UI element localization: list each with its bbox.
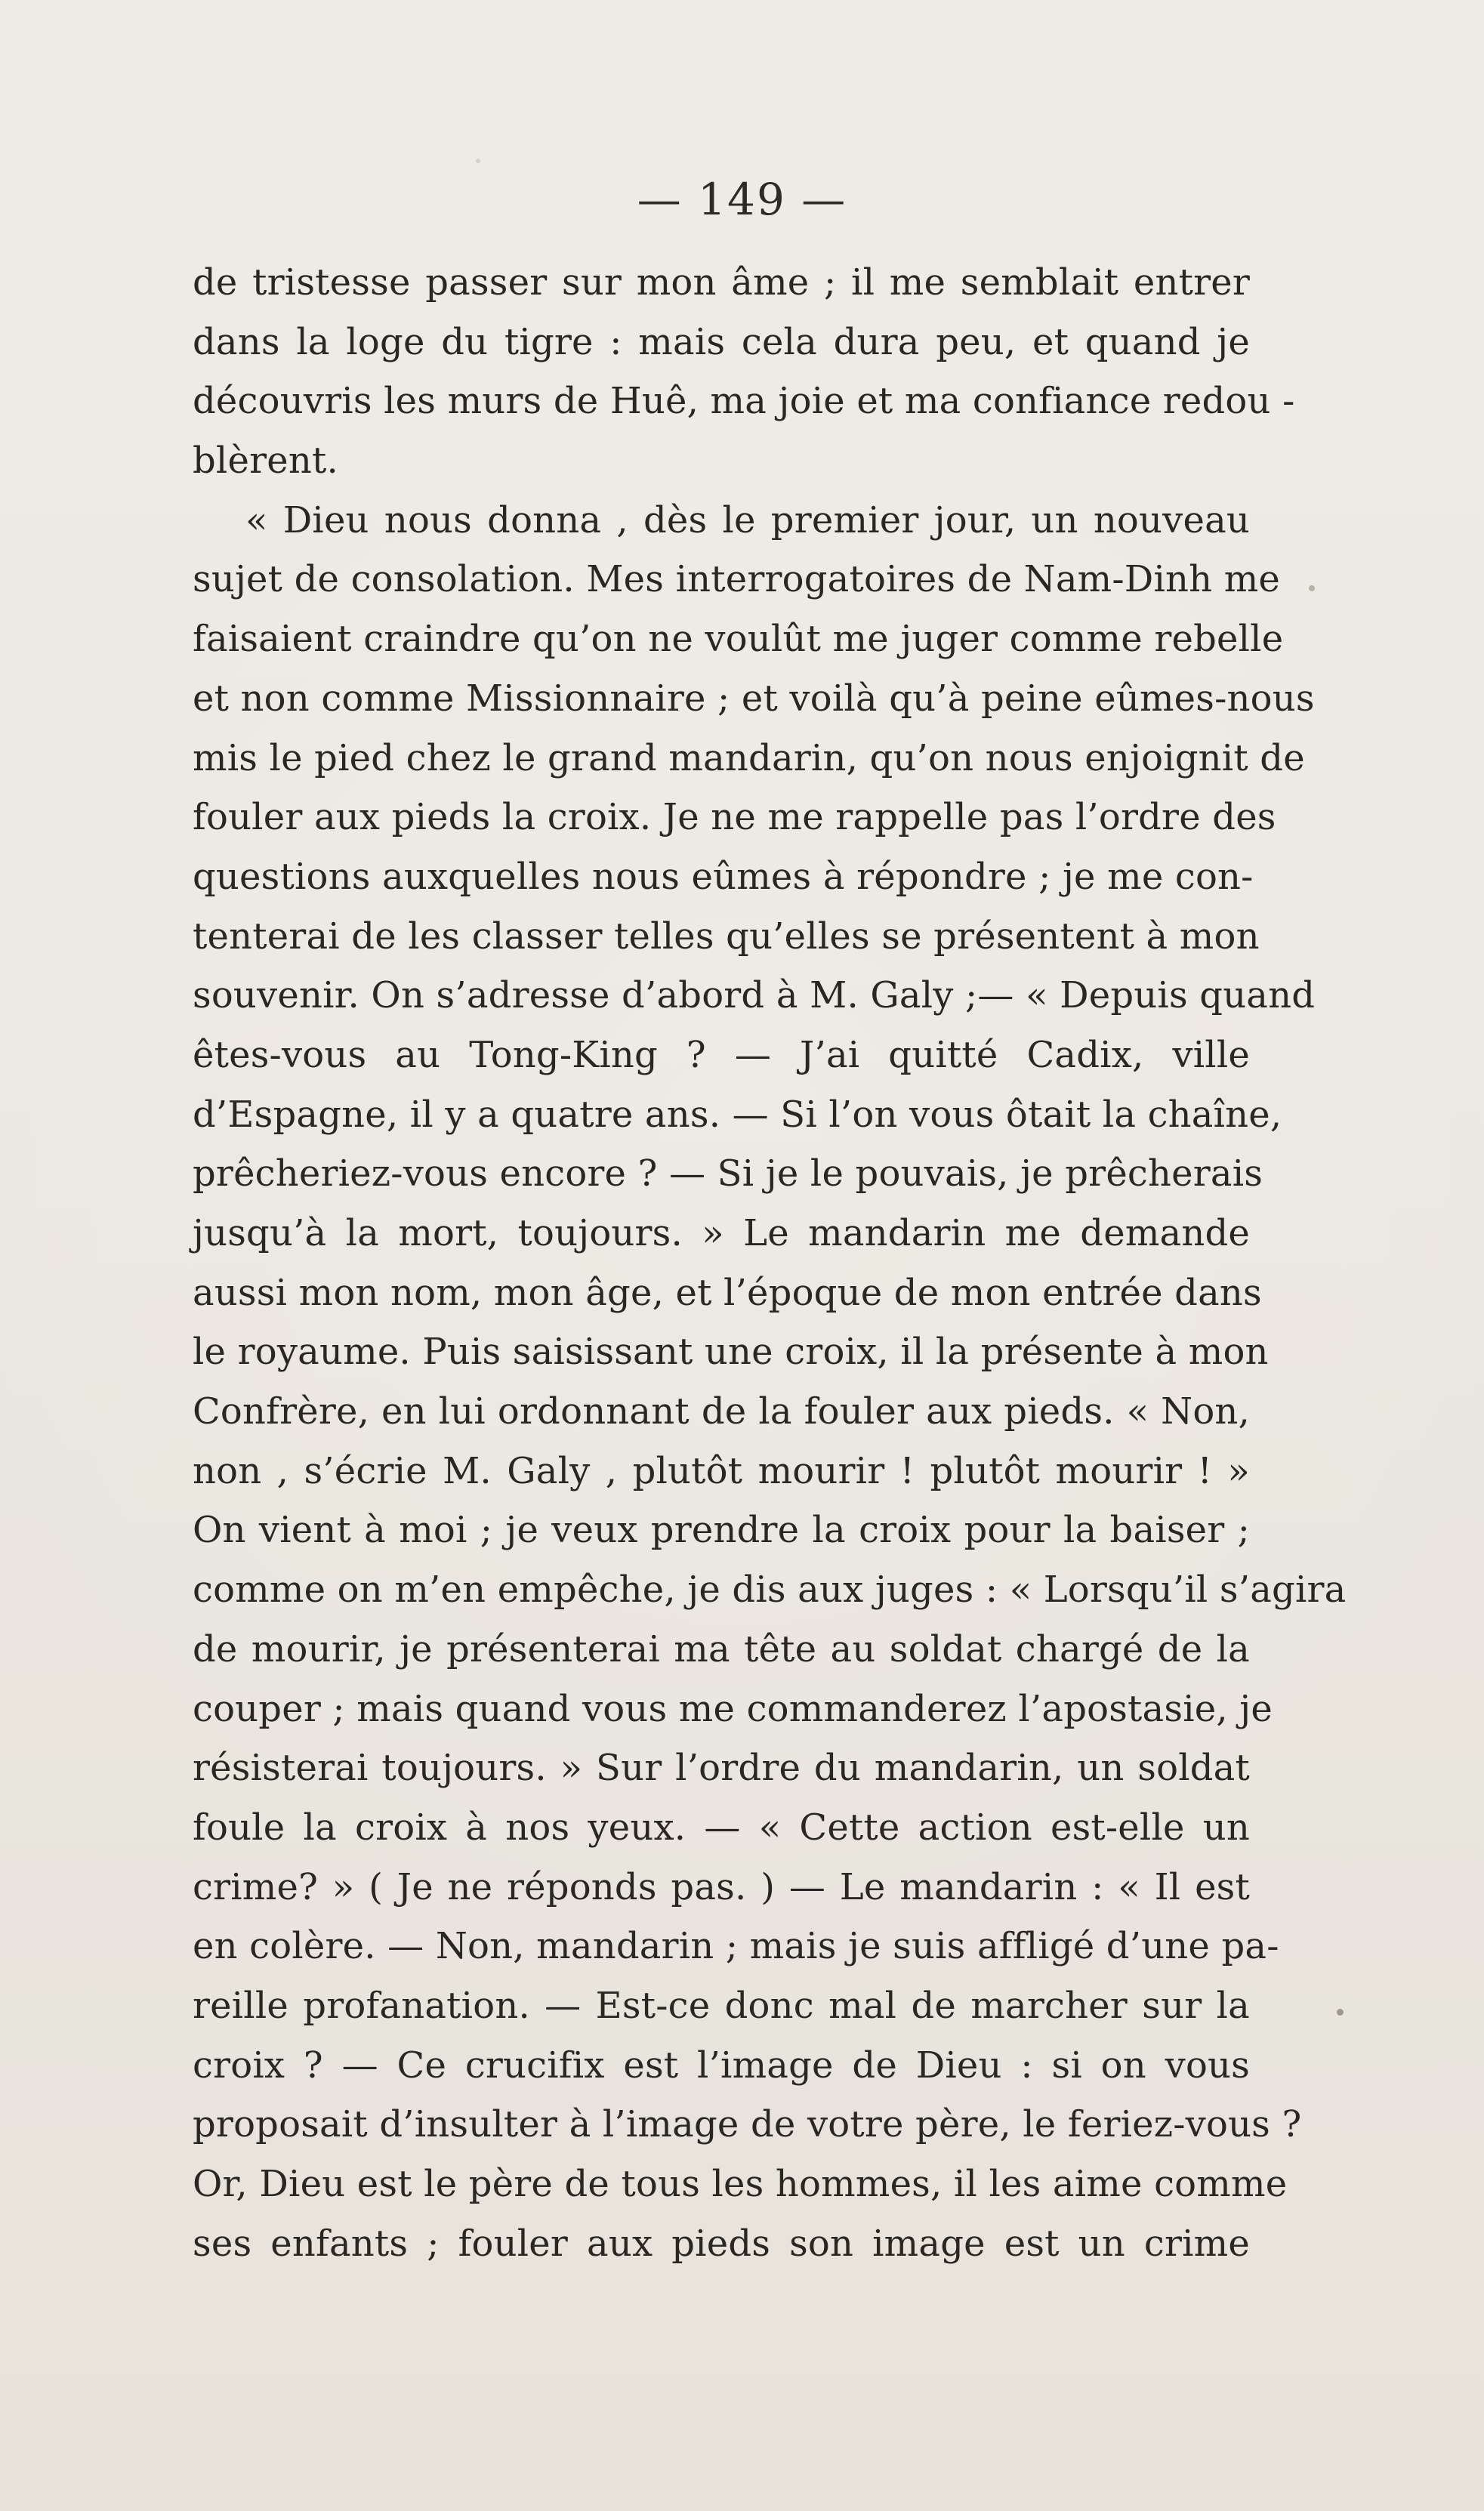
text-line: dans la loge du tigre : mais cela dura peu, et quand je	[193, 320, 1250, 363]
text-line: fouler aux pieds la croix. Je ne me rappelle pas l’ordre des	[193, 796, 1276, 839]
text-line: découvris les murs de Huê, ma joie et ma confiance redou -	[193, 380, 1295, 423]
text-line: Confrère, en lui ordonnant de la fouler aux pieds. « Non,	[193, 1390, 1250, 1433]
text-line: le royaume. Puis saisissant une croix, il la présente à mon	[193, 1331, 1269, 1374]
text-line: ses enfants ; fouler aux pieds son image est un crime	[193, 2222, 1250, 2265]
text-line: de mourir, je présenterai ma tête au soldat chargé de la	[193, 1627, 1250, 1670]
text-line: reille profanation. — Est-ce donc mal de marcher sur la	[193, 1984, 1250, 2027]
body-text	[193, 253, 1347, 2273]
page-number: — 149 —	[637, 174, 847, 225]
text-line: On vient à moi ; je veux prendre la croix pour la baiser ;	[193, 1509, 1250, 1552]
paper-speck	[1337, 2009, 1344, 2016]
text-line: couper ; mais quand vous me commanderez l’apostasie, je	[193, 1687, 1273, 1730]
text-line: crime? » ( Je ne réponds pas. ) — Le mandarin : « Il est	[193, 1865, 1250, 1908]
text-line: « Dieu nous donna , dès le premier jour, un nouveau	[245, 498, 1250, 541]
text-line: d’Espagne, il y a quatre ans. — Si l’on vous ôtait la chaîne,	[193, 1093, 1282, 1136]
text-line: résisterai toujours. » Sur l’ordre du mandarin, un soldat	[193, 1747, 1250, 1790]
text-line: mis le pied chez le grand mandarin, qu’on nous enjoignit de	[193, 736, 1305, 779]
paper-speck	[476, 159, 480, 163]
paper-speck	[1309, 585, 1315, 591]
text-line: croix ? — Ce crucifix est l’image de Dieu : si on vous	[193, 2044, 1250, 2087]
text-line: foule la croix à nos yeux. — « Cette action est-elle un	[193, 1806, 1250, 1849]
text-line: faisaient craindre qu’on ne voulût me juger comme rebelle	[193, 618, 1284, 661]
text-line: êtes-vous au Tong-King ? — J’ai quitté Cadix, ville	[193, 1033, 1250, 1076]
text-line: questions auxquelles nous eûmes à répondre ; je me con-	[193, 855, 1254, 898]
text-line: souvenir. On s’adresse d’abord à M. Galy ;— « Depuis quand	[193, 974, 1316, 1017]
text-line: et non comme Missionnaire ; et voilà qu’à peine eûmes-nous	[193, 677, 1315, 720]
text-line: Or, Dieu est le père de tous les hommes, il les aime comme	[193, 2163, 1288, 2205]
text-line: proposait d’insulter à l’image de votre père, le feriez-vous ?	[193, 2103, 1302, 2146]
text-line: prêcheriez-vous encore ? — Si je le pouvais, je prêcherais	[193, 1152, 1263, 1195]
text-line: jusqu’à la mort, toujours. » Le mandarin me demande	[193, 1212, 1250, 1254]
text-line: aussi mon nom, mon âge, et l’époque de mon entrée dans	[193, 1271, 1262, 1314]
text-line: non , s’écrie M. Galy , plutôt mourir ! plutôt mourir ! »	[193, 1449, 1250, 1492]
text-line: de tristesse passer sur mon âme ; il me semblait entrer	[193, 261, 1250, 304]
text-line: comme on m’en empêche, je dis aux juges : « Lorsqu’il s’agira	[193, 1569, 1347, 1612]
text-line: blèrent.	[193, 440, 338, 483]
text-line: sujet de consolation. Mes interrogatoires de Nam-Dinh me	[193, 558, 1281, 601]
text-line: en colère. — Non, mandarin ; mais je suis affligé d’une pa-	[193, 1925, 1279, 1968]
text-line: tenterai de les classer telles qu’elles se présentent à mon	[193, 915, 1260, 958]
